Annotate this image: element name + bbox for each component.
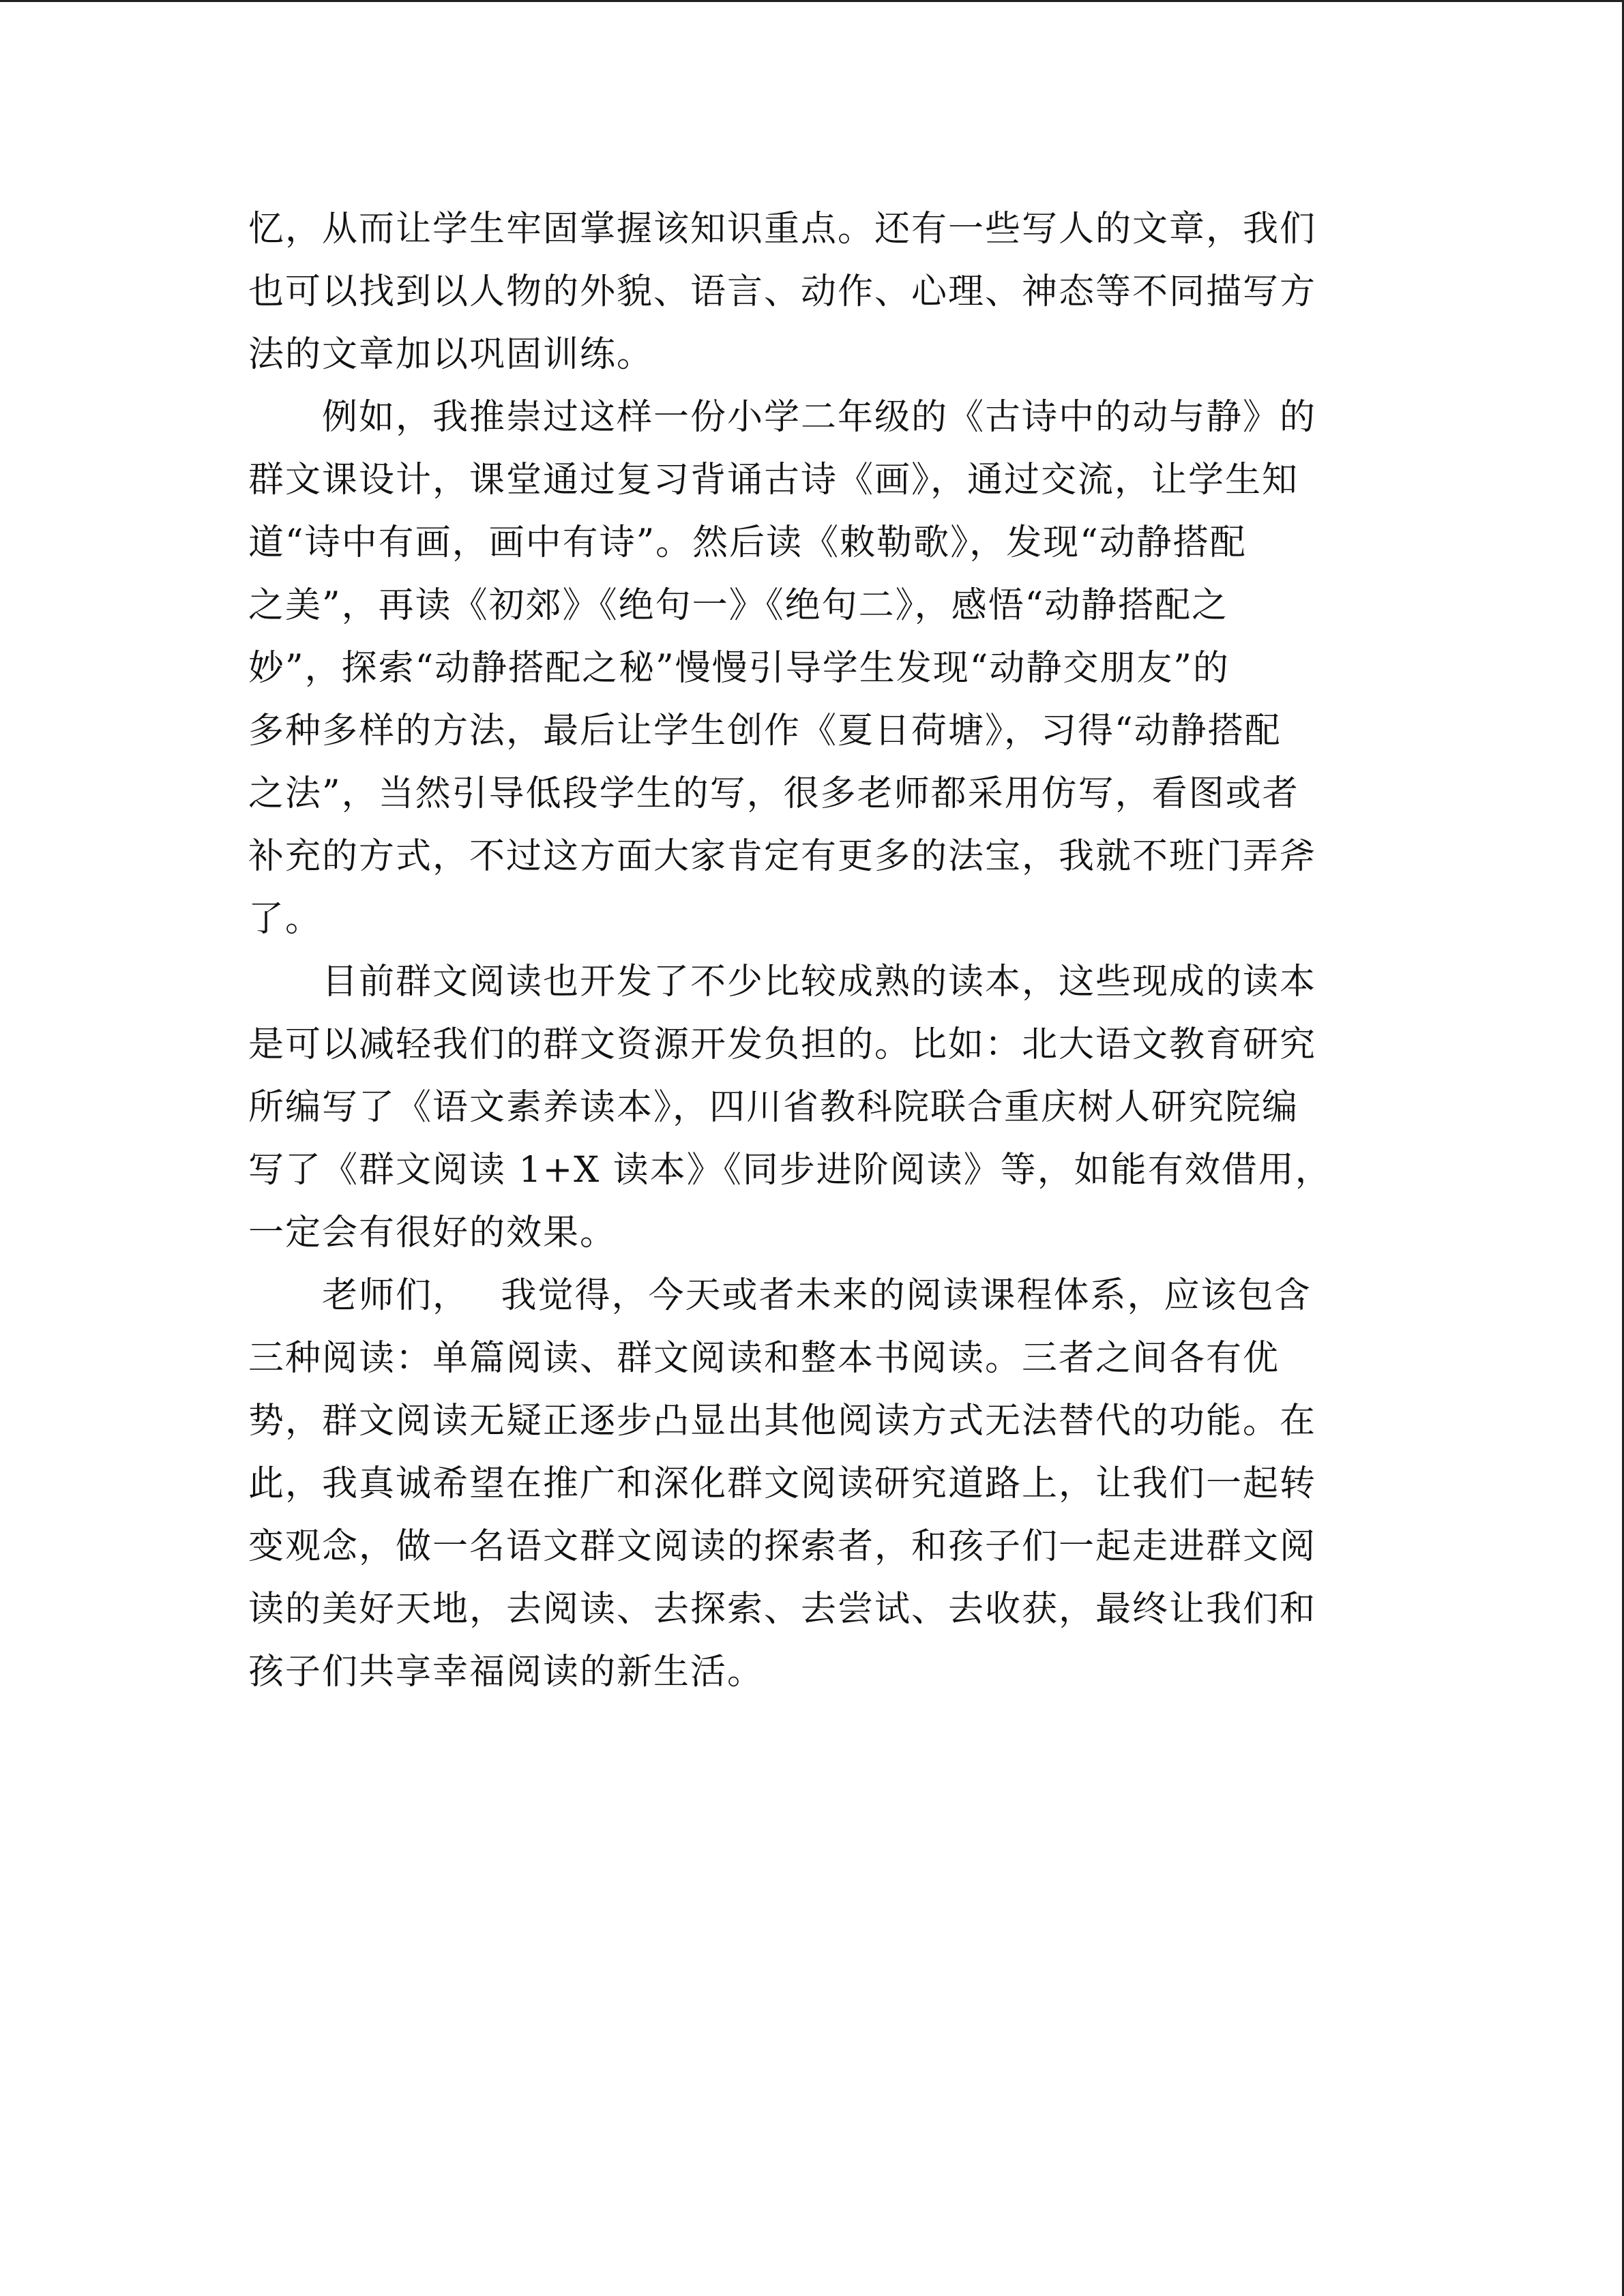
text-line: 补充的方式，不过这方面大家肯定有更多的法宝，我就不班门弄斧	[248, 836, 1317, 877]
text-line: 忆，从而让学生牢固掌握该知识重点。还有一些写人的文章，我们	[248, 209, 1317, 250]
text-line: 例如，我推崇过这样一份小学二年级的《古诗中的动与静》的	[248, 397, 1317, 438]
text-line: 了。	[248, 899, 323, 940]
text-line: 也可以找到以人物的外貌、语言、动作、心理、神态等不同描写方	[248, 271, 1317, 312]
document-body	[248, 198, 1401, 1703]
text-line: 读的美好天地，去阅读、去探索、去尝试、去收获，最终让我们和	[248, 1589, 1317, 1630]
text-line: 目前群文阅读也开发了不少比较成熟的读本，这些现成的读本	[248, 961, 1317, 1002]
text-line: 之法”，当然引导低段学生的写，很多老师都采用仿写，看图或者	[248, 773, 1299, 814]
text-line: 势，群文阅读无疑正逐步凸显出其他阅读方式无法替代的功能。在	[248, 1401, 1317, 1442]
page-top-border	[0, 0, 1624, 2]
text-line: 群文课设计，课堂通过复习背诵古诗《画》，通过交流，让学生知	[248, 460, 1299, 501]
text-line: 变观念，做一名语文群文阅读的探索者，和孩子们一起走进群文阅	[248, 1526, 1317, 1567]
text-line: 妙”，探索“动静搭配之秘”慢慢引导学生发现“动静交朋友”的	[248, 648, 1230, 689]
text-line: 多种多样的方法，最后让学生创作《夏日荷塘》，习得“动静搭配	[248, 711, 1282, 751]
text-line: 孩子们共享幸福阅读的新生活。	[248, 1652, 765, 1693]
text-line: 此，我真诚希望在推广和深化群文阅读研究道路上，让我们一起转	[248, 1463, 1317, 1504]
text-line: 之美”，再读《初郊》《绝句一》《绝句二》，感悟“动静搭配之	[248, 585, 1229, 626]
text-line: 法的文章加以巩固训练。	[248, 334, 654, 375]
text-line: 是可以减轻我们的群文资源开发负担的。比如：北大语文教育研究	[248, 1024, 1317, 1065]
text-line: 道“诗中有画，画中有诗”。然后读《敕勒歌》，发现“动静搭配	[248, 522, 1247, 563]
text-line: 写了《群文阅读 1+X 读本》《同步进阶阅读》等，如能有效借用，	[248, 1150, 1332, 1191]
text-line: 一定会有很好的效果。	[248, 1212, 617, 1253]
text-line: 所编写了《语文素养读本》，四川省教科院联合重庆树人研究院编	[248, 1087, 1299, 1128]
text-line: 三种阅读：单篇阅读、群文阅读和整本书阅读。三者之间各有优	[248, 1338, 1280, 1379]
text-line: 老师们， 我觉得，今天或者未来的阅读课程体系，应该包含	[248, 1275, 1312, 1316]
